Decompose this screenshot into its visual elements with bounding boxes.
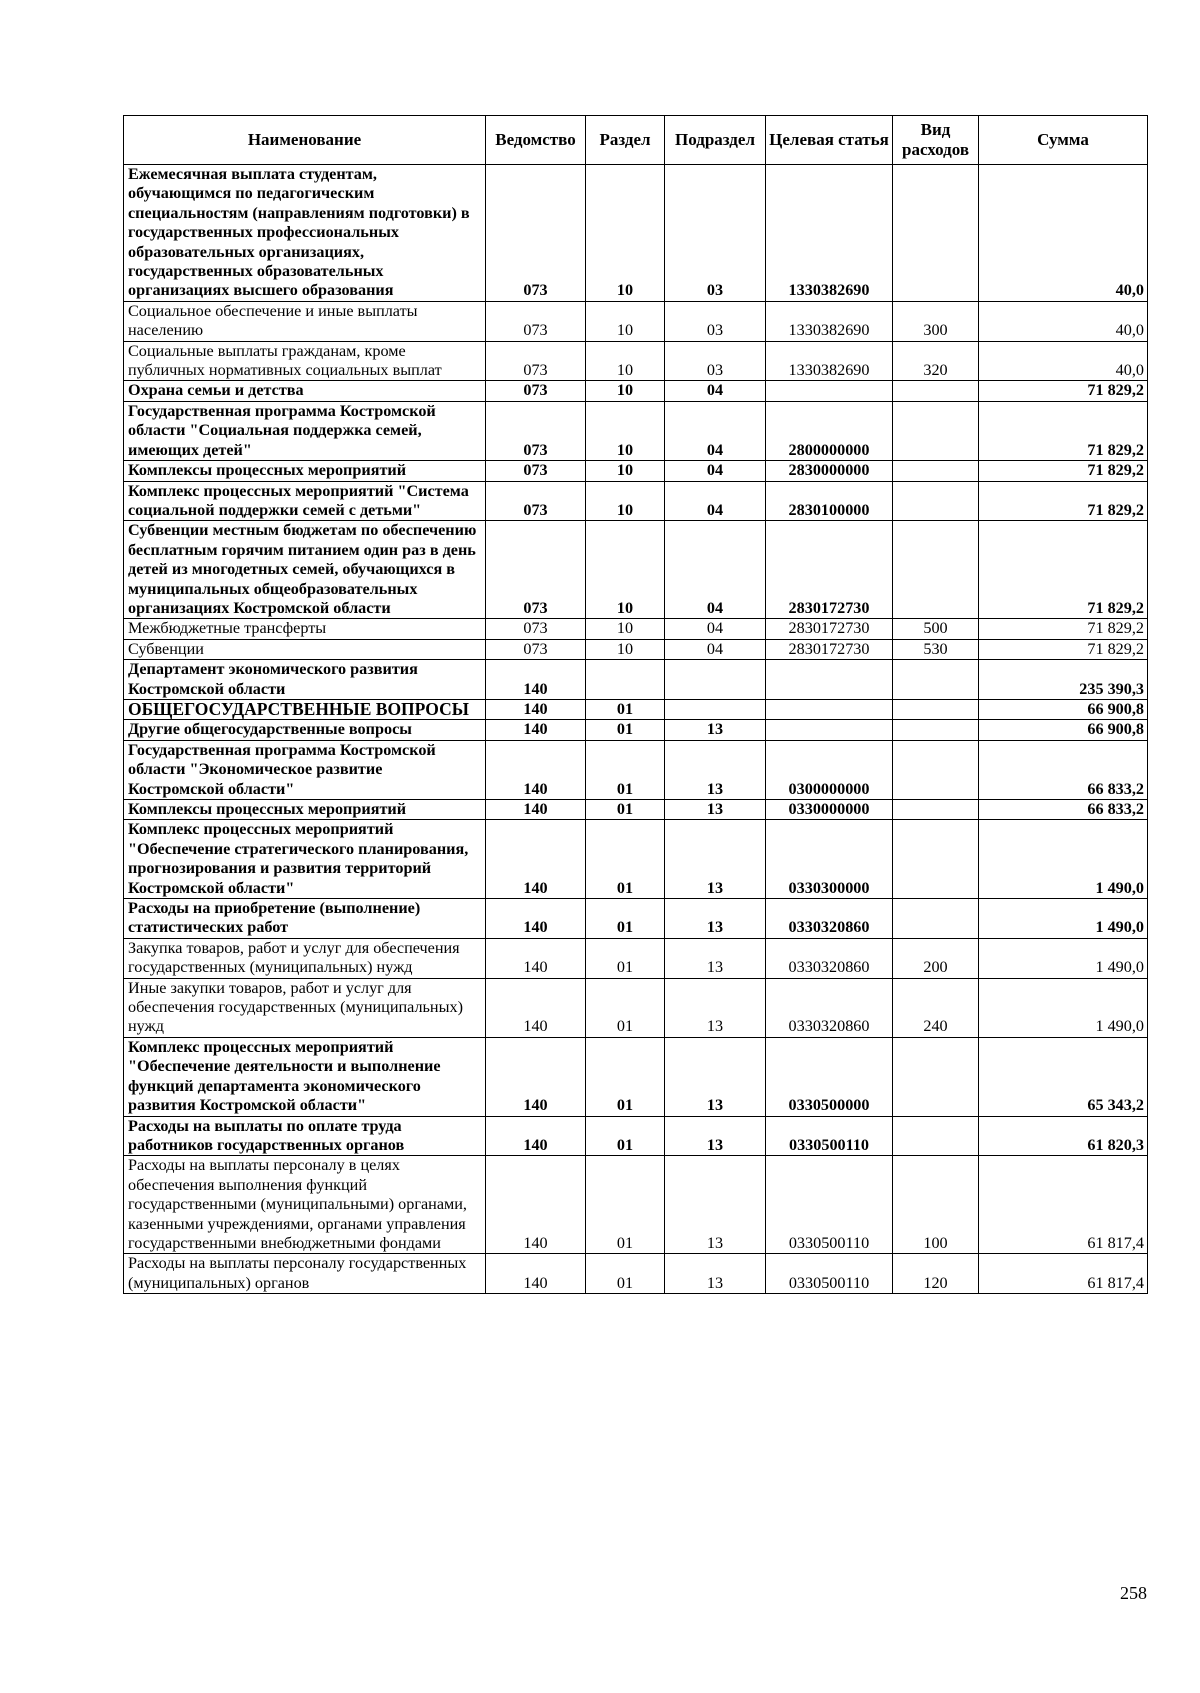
cell-statya: 0330320860 — [766, 938, 893, 978]
cell-vid-rashodov: 500 — [893, 619, 979, 639]
cell-vedomstvo: 140 — [486, 978, 586, 1037]
cell-razdel: 01 — [586, 938, 665, 978]
table-row — [124, 461, 1148, 481]
budget-table — [123, 115, 1148, 1294]
cell-podrazdel: 03 — [665, 301, 766, 341]
cell-podrazdel: 13 — [665, 1156, 766, 1254]
cell-podrazdel: 04 — [665, 481, 766, 521]
cell-name: Субвенции местным бюджетам по обеспечению бесплатным горячим питанием один раз в день детей из многодетных семей, обучающихся в муниципальных общеобразовательных организациях Костромской области — [124, 521, 486, 619]
cell-summa: 66 833,2 — [979, 800, 1148, 820]
cell-summa: 40,0 — [979, 301, 1148, 341]
table-row — [124, 381, 1148, 401]
cell-podrazdel: 13 — [665, 800, 766, 820]
cell-vid-rashodov: 120 — [893, 1254, 979, 1294]
cell-vid-rashodov — [893, 899, 979, 939]
cell-vid-rashodov — [893, 165, 979, 302]
table-row — [124, 899, 1148, 939]
cell-statya — [766, 720, 893, 740]
cell-vid-rashodov — [893, 461, 979, 481]
cell-podrazdel: 13 — [665, 1037, 766, 1116]
cell-name: Комплекс процессных мероприятий "Обеспечение деятельности и выполнение функций департамента экономического развития Костромской области" — [124, 1037, 486, 1116]
cell-statya: 2800000000 — [766, 401, 893, 460]
cell-summa: 40,0 — [979, 341, 1148, 381]
cell-podrazdel: 13 — [665, 820, 766, 899]
table-row — [124, 978, 1148, 1037]
cell-summa: 71 829,2 — [979, 381, 1148, 401]
cell-summa: 71 829,2 — [979, 461, 1148, 481]
table-row — [124, 619, 1148, 639]
cell-vid-rashodov — [893, 660, 979, 700]
cell-vedomstvo: 140 — [486, 1254, 586, 1294]
page-number: 258 — [1120, 1583, 1147, 1603]
cell-vid-rashodov — [893, 820, 979, 899]
cell-vedomstvo: 073 — [486, 619, 586, 639]
cell-vedomstvo: 073 — [486, 461, 586, 481]
cell-summa: 40,0 — [979, 165, 1148, 302]
header-razdel: Раздел — [586, 116, 665, 165]
cell-vedomstvo: 140 — [486, 899, 586, 939]
cell-summa: 66 900,8 — [979, 720, 1148, 740]
cell-vedomstvo: 073 — [486, 481, 586, 521]
cell-vedomstvo: 073 — [486, 341, 586, 381]
cell-summa: 71 829,2 — [979, 639, 1148, 659]
cell-name: Межбюджетные трансферты — [124, 619, 486, 639]
cell-summa: 1 490,0 — [979, 899, 1148, 939]
cell-name: Социальное обеспечение и иные выплаты населению — [124, 301, 486, 341]
cell-summa: 61 817,4 — [979, 1254, 1148, 1294]
cell-summa: 1 490,0 — [979, 978, 1148, 1037]
cell-statya: 2830100000 — [766, 481, 893, 521]
cell-statya — [766, 699, 893, 719]
table-row — [124, 301, 1148, 341]
cell-razdel: 10 — [586, 165, 665, 302]
cell-summa: 71 829,2 — [979, 401, 1148, 460]
cell-statya: 0330500110 — [766, 1116, 893, 1156]
cell-statya — [766, 660, 893, 700]
header-row — [124, 116, 1148, 165]
cell-name: Государственная программа Костромской области "Социальная поддержка семей, имеющих детей" — [124, 401, 486, 460]
cell-vid-rashodov: 200 — [893, 938, 979, 978]
cell-podrazdel: 03 — [665, 165, 766, 302]
cell-vid-rashodov — [893, 699, 979, 719]
cell-name: Государственная программа Костромской области "Экономическое развитие Костромской области" — [124, 740, 486, 799]
cell-razdel: 01 — [586, 699, 665, 719]
cell-razdel: 10 — [586, 381, 665, 401]
cell-name: Ежемесячная выплата студентам, обучающимся по педагогическим специальностям (направлениям подготовки) в государственных профессиональных образовательных организациях, государственных образовательных организациях высшего образования — [124, 165, 486, 302]
table-row — [124, 481, 1148, 521]
cell-vid-rashodov — [893, 481, 979, 521]
cell-razdel: 01 — [586, 820, 665, 899]
table-body — [124, 165, 1148, 1294]
cell-summa: 71 829,2 — [979, 521, 1148, 619]
table-row — [124, 401, 1148, 460]
table-row — [124, 938, 1148, 978]
table-row — [124, 800, 1148, 820]
cell-statya: 0300000000 — [766, 740, 893, 799]
cell-name: Комплекс процессных мероприятий "Система социальной поддержки семей с детьми" — [124, 481, 486, 521]
cell-summa: 1 490,0 — [979, 820, 1148, 899]
table-row — [124, 341, 1148, 381]
cell-name: Комплексы процессных мероприятий — [124, 800, 486, 820]
cell-podrazdel: 13 — [665, 899, 766, 939]
table-row — [124, 165, 1148, 302]
cell-name: Субвенции — [124, 639, 486, 659]
table-row — [124, 1037, 1148, 1116]
cell-podrazdel: 04 — [665, 521, 766, 619]
cell-razdel: 01 — [586, 1156, 665, 1254]
cell-vid-rashodov: 100 — [893, 1156, 979, 1254]
cell-razdel: 01 — [586, 720, 665, 740]
cell-vedomstvo: 140 — [486, 699, 586, 719]
cell-summa: 61 817,4 — [979, 1156, 1148, 1254]
cell-podrazdel: 04 — [665, 619, 766, 639]
cell-vedomstvo: 140 — [486, 1116, 586, 1156]
cell-vedomstvo: 140 — [486, 800, 586, 820]
cell-podrazdel: 13 — [665, 720, 766, 740]
cell-statya: 2830172730 — [766, 521, 893, 619]
cell-statya: 1330382690 — [766, 301, 893, 341]
cell-razdel: 01 — [586, 978, 665, 1037]
cell-vedomstvo: 140 — [486, 1037, 586, 1116]
cell-razdel: 10 — [586, 301, 665, 341]
table-row — [124, 699, 1148, 719]
cell-summa: 66 833,2 — [979, 740, 1148, 799]
cell-vedomstvo: 140 — [486, 1156, 586, 1254]
cell-podrazdel: 04 — [665, 639, 766, 659]
cell-statya: 2830172730 — [766, 619, 893, 639]
cell-razdel: 01 — [586, 899, 665, 939]
cell-name: Расходы на приобретение (выполнение) статистических работ — [124, 899, 486, 939]
cell-statya: 0330500110 — [766, 1156, 893, 1254]
header-statya: Целевая статья — [766, 116, 893, 165]
cell-vedomstvo: 140 — [486, 740, 586, 799]
table-row — [124, 1254, 1148, 1294]
cell-podrazdel: 04 — [665, 381, 766, 401]
cell-statya — [766, 381, 893, 401]
cell-name: Иные закупки товаров, работ и услуг для обеспечения государственных (муниципальных) нужд — [124, 978, 486, 1037]
cell-statya: 0330300000 — [766, 820, 893, 899]
cell-vid-rashodov — [893, 740, 979, 799]
cell-vid-rashodov — [893, 401, 979, 460]
cell-razdel: 10 — [586, 521, 665, 619]
cell-statya: 2830000000 — [766, 461, 893, 481]
cell-summa: 61 820,3 — [979, 1116, 1148, 1156]
cell-summa: 65 343,2 — [979, 1037, 1148, 1116]
cell-statya: 0330320860 — [766, 899, 893, 939]
cell-vedomstvo: 140 — [486, 938, 586, 978]
table-row — [124, 720, 1148, 740]
table-row — [124, 639, 1148, 659]
cell-razdel: 01 — [586, 1037, 665, 1116]
cell-vedomstvo: 140 — [486, 660, 586, 700]
cell-summa: 1 490,0 — [979, 938, 1148, 978]
cell-summa: 71 829,2 — [979, 619, 1148, 639]
cell-razdel: 01 — [586, 1116, 665, 1156]
cell-summa: 71 829,2 — [979, 481, 1148, 521]
table-header — [124, 116, 1148, 165]
cell-vedomstvo: 140 — [486, 820, 586, 899]
cell-podrazdel: 13 — [665, 1254, 766, 1294]
cell-podrazdel: 13 — [665, 938, 766, 978]
cell-podrazdel: 04 — [665, 461, 766, 481]
cell-podrazdel: 03 — [665, 341, 766, 381]
cell-podrazdel — [665, 699, 766, 719]
cell-vid-rashodov: 240 — [893, 978, 979, 1037]
cell-statya: 1330382690 — [766, 165, 893, 302]
cell-name: Расходы на выплаты персоналу государственных (муниципальных) органов — [124, 1254, 486, 1294]
cell-razdel: 01 — [586, 740, 665, 799]
cell-vid-rashodov — [893, 720, 979, 740]
cell-vedomstvo: 073 — [486, 401, 586, 460]
cell-name: Другие общегосударственные вопросы — [124, 720, 486, 740]
cell-vid-rashodov: 530 — [893, 639, 979, 659]
cell-statya: 0330000000 — [766, 800, 893, 820]
cell-razdel: 01 — [586, 1254, 665, 1294]
cell-summa: 235 390,3 — [979, 660, 1148, 700]
cell-vid-rashodov — [893, 1037, 979, 1116]
cell-vedomstvo: 073 — [486, 521, 586, 619]
cell-name: ОБЩЕГОСУДАРСТВЕННЫЕ ВОПРОСЫ — [124, 699, 486, 719]
cell-statya: 0330500110 — [766, 1254, 893, 1294]
cell-vedomstvo: 073 — [486, 165, 586, 302]
cell-vid-rashodov — [893, 521, 979, 619]
table-row — [124, 740, 1148, 799]
cell-vedomstvo: 073 — [486, 639, 586, 659]
table-row — [124, 660, 1148, 700]
header-vid-rashodov: Вид расходов — [893, 116, 979, 165]
cell-name: Расходы на выплаты по оплате труда работников государственных органов — [124, 1116, 486, 1156]
header-vedomstvo: Ведомство — [486, 116, 586, 165]
cell-statya: 0330500000 — [766, 1037, 893, 1116]
cell-razdel: 01 — [586, 800, 665, 820]
cell-statya: 2830172730 — [766, 639, 893, 659]
cell-name: Охрана семьи и детства — [124, 381, 486, 401]
cell-name: Расходы на выплаты персоналу в целях обеспечения выполнения функций государственными (муниципальными) органами, казенными учреждениями, органами управления государственными внебюджетными фондами — [124, 1156, 486, 1254]
header-name: Наименование — [124, 116, 486, 165]
cell-podrazdel: 13 — [665, 1116, 766, 1156]
cell-vedomstvo: 073 — [486, 301, 586, 341]
cell-statya: 0330320860 — [766, 978, 893, 1037]
cell-name: Комплексы процессных мероприятий — [124, 461, 486, 481]
cell-vid-rashodov — [893, 381, 979, 401]
cell-vid-rashodov: 320 — [893, 341, 979, 381]
table-row — [124, 1116, 1148, 1156]
cell-vid-rashodov — [893, 800, 979, 820]
cell-razdel: 10 — [586, 639, 665, 659]
cell-razdel: 10 — [586, 461, 665, 481]
cell-podrazdel: 13 — [665, 978, 766, 1037]
cell-razdel: 10 — [586, 401, 665, 460]
table-row — [124, 521, 1148, 619]
cell-podrazdel: 13 — [665, 740, 766, 799]
table-row — [124, 820, 1148, 899]
cell-statya: 1330382690 — [766, 341, 893, 381]
header-summa: Сумма — [979, 116, 1148, 165]
cell-razdel: 10 — [586, 341, 665, 381]
cell-vedomstvo: 140 — [486, 720, 586, 740]
cell-vid-rashodov: 300 — [893, 301, 979, 341]
cell-vid-rashodov — [893, 1116, 979, 1156]
cell-razdel — [586, 660, 665, 700]
cell-razdel: 10 — [586, 619, 665, 639]
cell-summa: 66 900,8 — [979, 699, 1148, 719]
cell-name: Закупка товаров, работ и услуг для обеспечения государственных (муниципальных) нужд — [124, 938, 486, 978]
cell-name: Комплекс процессных мероприятий "Обеспечение стратегического планирования, прогнозирования и развития территорий Костромской области" — [124, 820, 486, 899]
cell-podrazdel: 04 — [665, 401, 766, 460]
cell-name: Социальные выплаты гражданам, кроме публичных нормативных социальных выплат — [124, 341, 486, 381]
cell-vedomstvo: 073 — [486, 381, 586, 401]
table-row — [124, 1156, 1148, 1254]
cell-name: Департамент экономического развития Костромской области — [124, 660, 486, 700]
header-podrazdel: Подраздел — [665, 116, 766, 165]
cell-podrazdel — [665, 660, 766, 700]
cell-razdel: 10 — [586, 481, 665, 521]
